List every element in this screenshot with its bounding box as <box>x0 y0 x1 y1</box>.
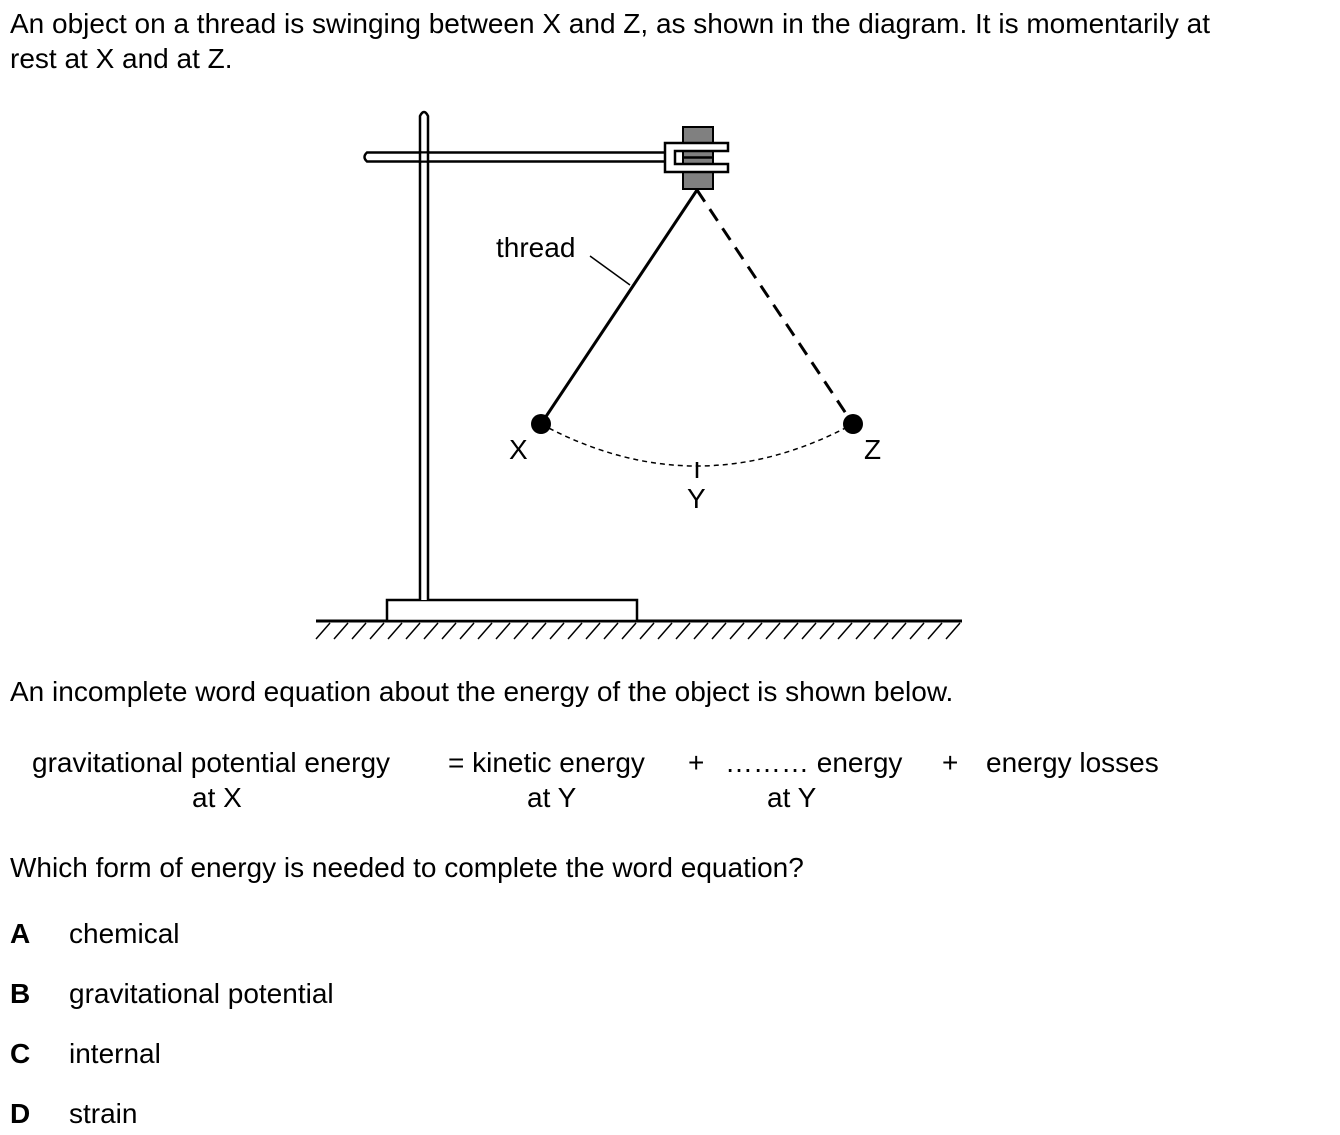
hatch-stroke <box>784 623 798 639</box>
hatch-stroke <box>334 623 348 639</box>
hatch-stroke <box>838 623 852 639</box>
hatch-stroke <box>586 623 600 639</box>
equation-term-1: gravitational potential energy <box>32 747 391 778</box>
hatch-stroke <box>388 623 402 639</box>
hatch-stroke <box>460 623 474 639</box>
hatch-stroke <box>928 623 942 639</box>
hatch-stroke <box>532 623 546 639</box>
option-letter: C <box>10 1038 31 1069</box>
thread-line <box>541 190 697 424</box>
equation-term-2-sub: at Y <box>527 782 577 813</box>
clamp <box>665 127 728 189</box>
hatch-stroke <box>550 623 564 639</box>
thread-label-leader <box>590 256 630 285</box>
hatch-stroke <box>766 623 780 639</box>
hatch-stroke <box>856 623 870 639</box>
hatch-stroke <box>604 623 618 639</box>
hatch-stroke <box>478 623 492 639</box>
hatch-stroke <box>910 623 924 639</box>
stand-base <box>387 600 637 621</box>
hatch-stroke <box>946 623 960 639</box>
equation-plus-1: + <box>688 747 705 778</box>
stand-rod <box>420 112 428 600</box>
equation-term-3-sub: at Y <box>767 782 817 813</box>
hatch-stroke <box>424 623 438 639</box>
hatch-stroke <box>316 623 330 639</box>
hatch-stroke <box>622 623 636 639</box>
intro-line-2: rest at X and at Z. <box>10 43 233 74</box>
hatch-stroke <box>514 623 528 639</box>
swing-path <box>541 424 853 466</box>
hatch-stroke <box>676 623 690 639</box>
hatch-stroke <box>352 623 366 639</box>
equation-intro: An incomplete word equation about the energy of the object is shown below. <box>10 676 954 707</box>
hatch-stroke <box>496 623 510 639</box>
hatch-stroke <box>640 623 654 639</box>
equation-plus-2: + <box>942 747 959 778</box>
question-prompt: Which form of energy is needed to complete the word equation? <box>10 852 804 883</box>
hatch-stroke <box>874 623 888 639</box>
label-x: X <box>509 434 528 465</box>
equation-term-3: ……… energy <box>725 747 903 778</box>
hatch-stroke <box>370 623 384 639</box>
hatch-stroke <box>568 623 582 639</box>
option-letter: B <box>10 978 31 1009</box>
option-text: chemical <box>69 918 180 949</box>
option-text: gravitational potential <box>69 978 334 1009</box>
hatch-stroke <box>694 623 708 639</box>
thread-label: thread <box>496 232 576 263</box>
hatch-stroke <box>442 623 456 639</box>
option-letter: A <box>10 918 31 949</box>
stand-arm <box>365 153 669 162</box>
equation-term-1-sub: at X <box>192 782 242 813</box>
hatch-stroke <box>658 623 672 639</box>
hatch-stroke <box>730 623 744 639</box>
intro-line-1: An object on a thread is swinging between X and Z, as shown in the diagram. It is momentarily at <box>10 8 1210 39</box>
hatch-stroke <box>406 623 420 639</box>
hatch-stroke <box>802 623 816 639</box>
option-letter: D <box>10 1098 31 1129</box>
bob-z <box>843 414 863 434</box>
hatch-stroke <box>892 623 906 639</box>
thread-dashed-line <box>697 190 853 424</box>
option-text: strain <box>69 1098 138 1129</box>
hatch-stroke <box>712 623 726 639</box>
label-z: Z <box>864 434 882 465</box>
equation-term-4: energy losses <box>986 747 1159 778</box>
hatch-stroke <box>748 623 762 639</box>
hatch-stroke <box>820 623 834 639</box>
bob-x <box>531 414 551 434</box>
label-y: Y <box>687 483 706 514</box>
ground-hatching <box>316 623 960 639</box>
option-text: internal <box>69 1038 161 1069</box>
equation-term-2: = kinetic energy <box>448 747 645 778</box>
